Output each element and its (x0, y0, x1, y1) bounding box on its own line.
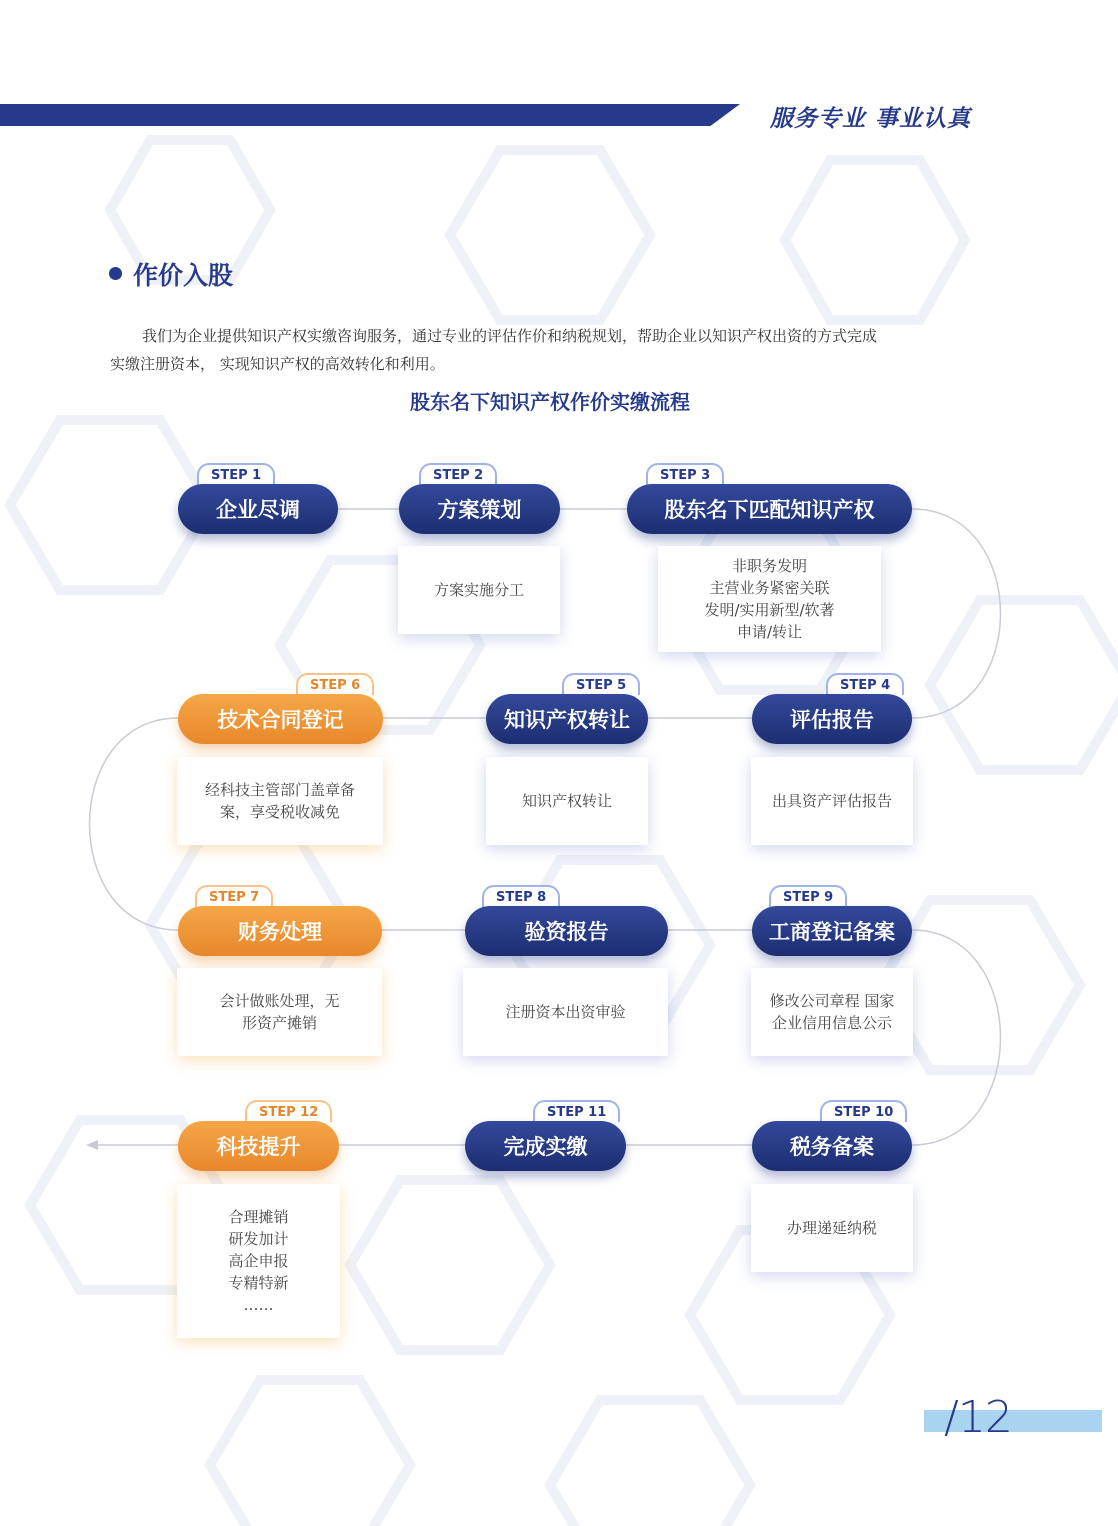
intro-line-1: 我们为企业提供知识产权实缴咨询服务，通过专业的评估作价和纳税规划，帮助企业以知识产权出资的方式完成 (142, 327, 878, 345)
step-3-tab: STEP 3 (646, 463, 724, 485)
step-10-card (751, 1184, 913, 1272)
section-title: 作价入股 (133, 261, 234, 290)
connector-6-7 (90, 718, 179, 930)
flow-end-arrow-icon (86, 1140, 98, 1150)
step-4-tab: STEP 4 (826, 673, 904, 695)
step-1-tab: STEP 1 (197, 463, 275, 485)
step-12-desc-3: 高企申报 (228, 1252, 289, 1270)
step-7-desc-1: 会计做账处理，无 (219, 992, 340, 1010)
step-10-tab: STEP 10 (820, 1100, 907, 1122)
step-7-card (177, 968, 382, 1056)
step-12-desc-2: 研发加计 (228, 1230, 289, 1248)
step-12-desc-5: …… (243, 1296, 274, 1314)
step-11-tab: STEP 11 (533, 1100, 620, 1122)
step-3-desc-2: 主营业务紧密关联 (709, 579, 830, 597)
step-4-card (751, 757, 913, 845)
intro-line-2: 实缴注册资本， 实现知识产权的高效转化和利用。 (110, 355, 445, 373)
step-6-desc-2: 案，享受税收减免 (219, 803, 340, 821)
step-10-desc-1: 办理递延纳税 (786, 1219, 877, 1237)
step-7-tab: STEP 7 (195, 885, 273, 907)
step-8-desc-1: 注册资本出资审验 (505, 1003, 626, 1021)
step-9-card (751, 968, 913, 1056)
step-12-card (177, 1184, 340, 1338)
step-12-desc-4: 专精特新 (228, 1274, 289, 1292)
page-number: /12 (944, 1392, 1012, 1443)
step-6-pill: 技术合同登记 (178, 694, 383, 744)
step-4-pill: 评估报告 (752, 694, 912, 744)
step-5-tab: STEP 5 (562, 673, 640, 695)
step-9-pill: 工商登记备案 (752, 906, 912, 956)
step-5-card (486, 757, 648, 845)
step-2-tab: STEP 2 (419, 463, 497, 485)
step-5-desc-1: 知识产权转让 (521, 792, 612, 810)
step-3-card (658, 546, 881, 652)
step-10-pill: 税务备案 (752, 1121, 912, 1171)
step-9-desc-1: 修改公司章程 国家 (769, 992, 895, 1010)
step-4-desc-1: 出具资产评估报告 (771, 792, 892, 810)
step-12-tab: STEP 12 (245, 1100, 332, 1122)
step-2-pill: 方案策划 (399, 484, 560, 534)
step-8-tab: STEP 8 (482, 885, 560, 907)
step-1-pill: 企业尽调 (178, 484, 338, 534)
step-6-desc-1: 经科技主管部门盖章备 (204, 781, 355, 799)
connector-3-4 (912, 509, 1001, 718)
step-9-desc-2: 企业信用信息公示 (771, 1014, 892, 1032)
step-12-pill: 科技提升 (178, 1121, 339, 1171)
step-11-pill: 完成实缴 (465, 1121, 626, 1171)
step-7-pill: 财务处理 (178, 906, 382, 956)
step-6-card (177, 757, 383, 845)
header-slogan: 服务专业 事业认真 (770, 106, 972, 132)
step-3-desc-1: 非职务发明 (731, 557, 807, 575)
step-8-pill: 验资报告 (465, 906, 668, 956)
step-8-card (463, 968, 668, 1056)
step-3-pill: 股东名下匹配知识产权 (627, 484, 912, 534)
step-9-tab: STEP 9 (769, 885, 847, 907)
step-7-desc-2: 形资产摊销 (241, 1014, 317, 1032)
step-3-desc-3: 发明/实用新型/软著 (704, 601, 835, 619)
flow-title: 股东名下知识产权作价实缴流程 (410, 390, 690, 414)
step-6-tab: STEP 6 (296, 673, 374, 695)
step-5-pill: 知识产权转让 (486, 694, 648, 744)
step-2-desc-1: 方案实施分工 (433, 581, 524, 599)
step-12-desc-1: 合理摊销 (228, 1208, 289, 1226)
step-2-card (398, 546, 560, 634)
step-3-desc-4: 申请/转让 (736, 623, 803, 641)
connector-9-10 (912, 930, 1001, 1145)
